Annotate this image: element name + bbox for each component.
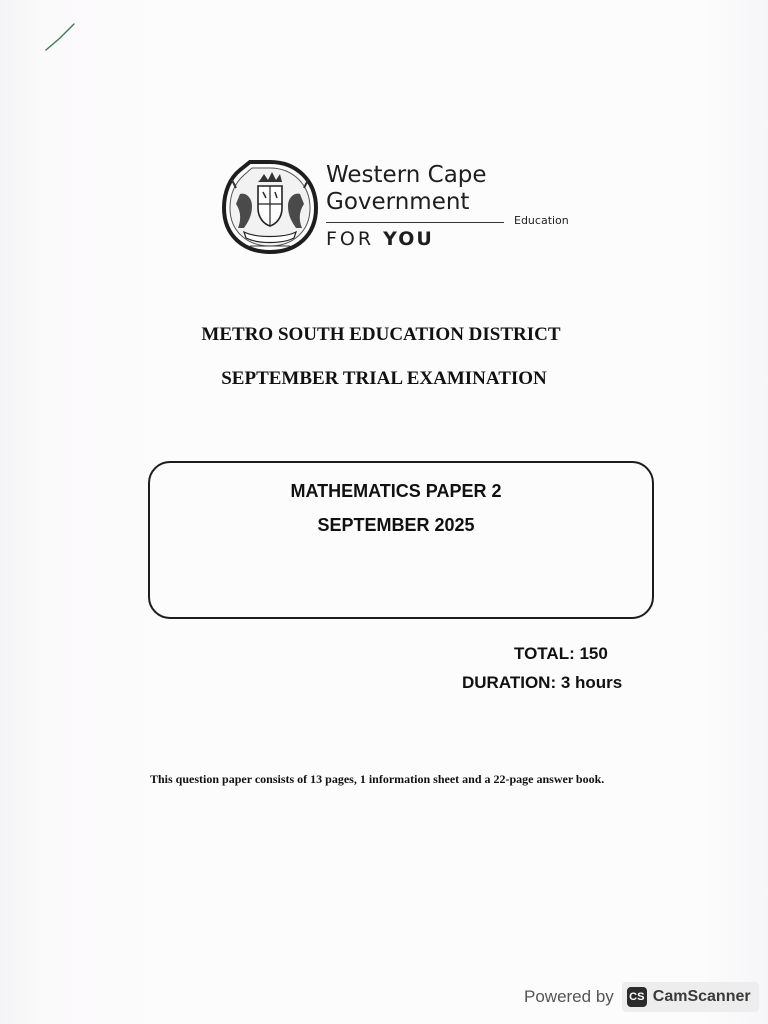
camscanner-icon: CS (627, 987, 647, 1007)
brand-line-1: Western Cape (326, 162, 487, 188)
total-marks: TOTAL: 150 (514, 644, 608, 663)
pen-stroke-mark (40, 18, 80, 54)
watermark-badge (622, 982, 759, 1012)
exam-title: SEPTEMBER TRIAL EXAMINATION (221, 368, 547, 389)
brand-department: Education (514, 214, 569, 227)
subject-title: MATHEMATICS PAPER 2 (290, 481, 502, 501)
brand-tagline (326, 228, 434, 250)
tagline-for: FOR (326, 228, 384, 250)
coat-of-arms-icon (220, 158, 320, 256)
camscanner-watermark (524, 982, 759, 1012)
brand-divider (326, 222, 504, 223)
western-cape-government-logo (220, 158, 580, 258)
tagline-you: YOU (383, 228, 434, 250)
page-count-note: This question paper consists of 13 pages, 1 information sheet and a 22-page answer book. (150, 772, 605, 786)
exam-duration: DURATION: 3 hours (462, 673, 623, 692)
brand-name (326, 162, 487, 216)
watermark-prefix: Powered by (524, 987, 614, 1006)
district-title: METRO SOUTH EDUCATION DISTRICT (201, 324, 561, 345)
watermark-name: CamScanner (652, 988, 751, 1005)
exam-session: SEPTEMBER 2025 (317, 515, 475, 535)
brand-line-2: Government (326, 189, 470, 215)
subject-title-box (148, 461, 654, 619)
